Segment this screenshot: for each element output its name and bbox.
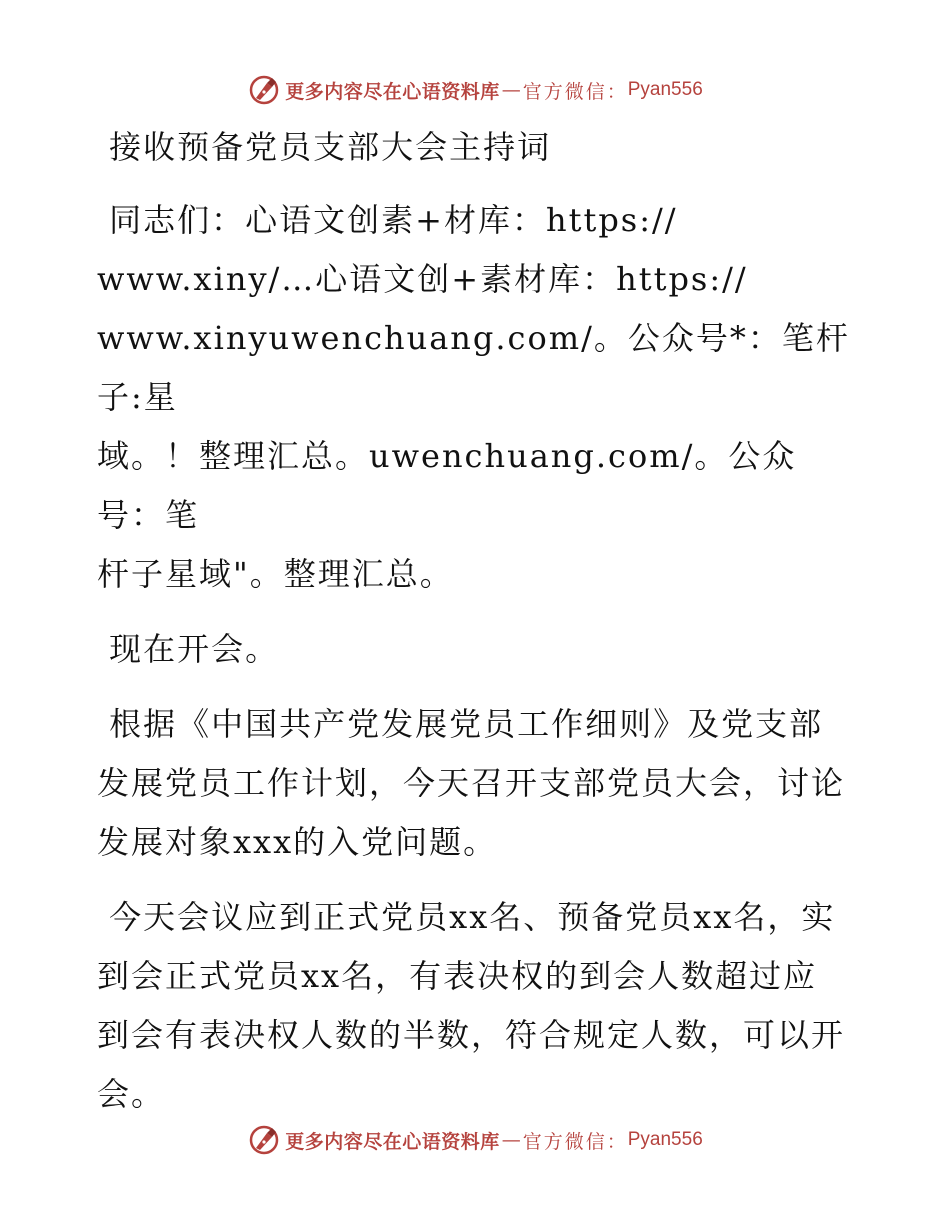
paragraph-open-meeting: 现在开会。 xyxy=(97,630,280,668)
header-banner xyxy=(0,70,950,110)
paragraph-basis: 根据《中国共产党发展党员工作细则》及党支部 发展党员工作计划，今天召开支部党员大会，讨论 发展对象xxx的入党问题。 xyxy=(97,705,846,861)
paragraph-greeting: 同志们：心语文创素+材库：https:// www.xiny/…心语文创+素材库：https:// www.xinyuwenchuang.com/。公众号*：笔杆子:星 域。！整理汇总。uwenchuang.com/。公众号：笔 杆子星域"。整理汇总。 xyxy=(97,201,850,593)
pen-nib-logo-icon xyxy=(247,73,281,107)
pen-nib-logo-icon xyxy=(247,1123,281,1157)
banner-main-text: 更多内容尽在心语资料库 xyxy=(285,80,500,103)
paragraph-attendance: 今天会议应到正式党员xx名、预备党员xx名，实 到会正式党员xx名，有表决权的到会人数超过应 到会有表决权人数的半数，符合规定人数，可以开 会。 xyxy=(97,898,846,1113)
banner-official-label: 官方微信： xyxy=(522,80,628,103)
document-title: 接收预备党员支部大会主持词 xyxy=(97,128,552,166)
banner-wechat-id: Pyan556 xyxy=(627,1129,703,1150)
banner-main-text: 更多内容尽在心语资料库 xyxy=(285,1130,500,1153)
footer-banner xyxy=(0,1120,950,1160)
banner-dash: — xyxy=(501,79,521,101)
document-body xyxy=(97,118,857,1140)
banner-dash: — xyxy=(501,1129,521,1151)
banner-official-label: 官方微信： xyxy=(522,1130,628,1153)
banner-wechat-id: Pyan556 xyxy=(627,79,703,100)
